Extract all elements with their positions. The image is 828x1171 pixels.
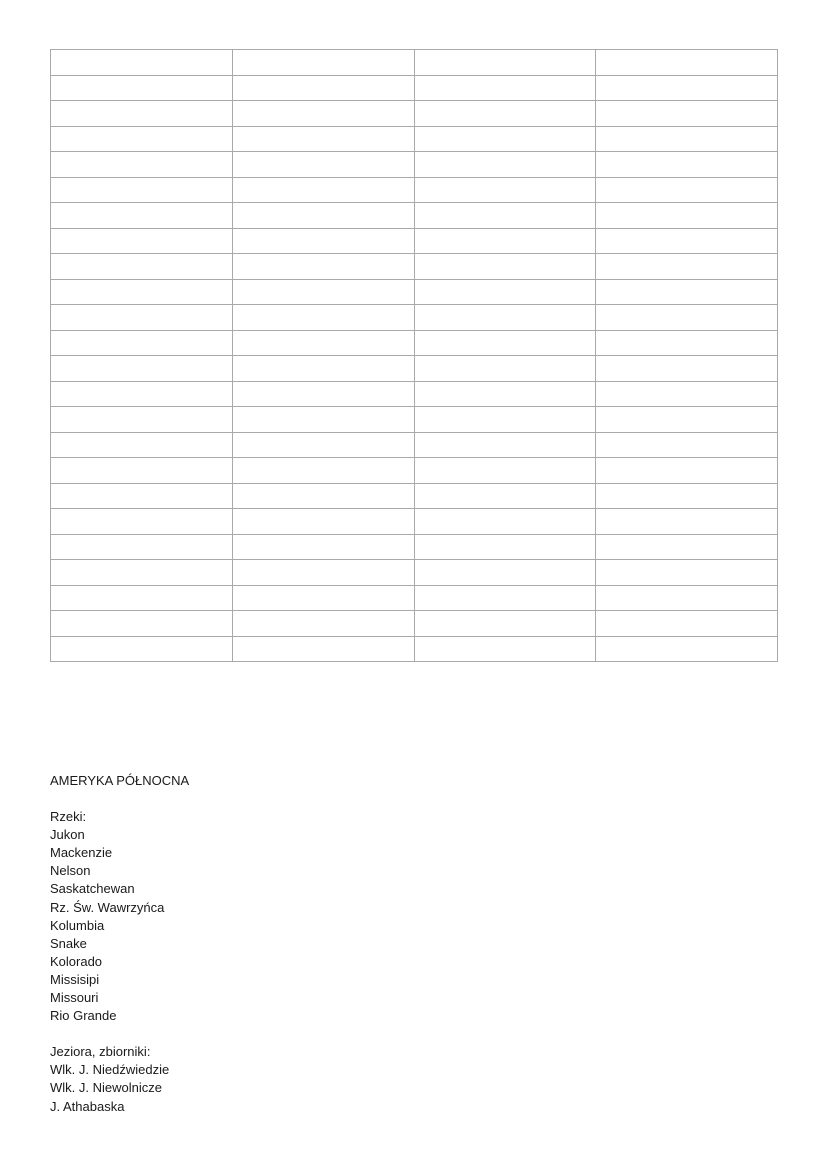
table-cell (414, 534, 596, 560)
table-cell (232, 483, 414, 509)
table-row (51, 126, 778, 152)
table-cell (51, 254, 233, 280)
table-cell (232, 636, 414, 662)
table-row (51, 75, 778, 101)
table-cell (232, 458, 414, 484)
table-row (51, 636, 778, 662)
table-cell (51, 509, 233, 535)
table-row (51, 152, 778, 178)
table-cell (414, 432, 596, 458)
table-cell (51, 203, 233, 229)
rivers-label: Rzeki: (50, 809, 87, 825)
lake-item: Wlk. J. Niedźwiedzie (50, 1062, 170, 1078)
table-cell (51, 279, 233, 305)
table-cell (51, 611, 233, 637)
table-cell (596, 407, 778, 433)
table-cell (51, 458, 233, 484)
table-cell (414, 279, 596, 305)
lake-item: J. Athabaska (50, 1098, 125, 1114)
table-cell (596, 636, 778, 662)
table-cell (596, 254, 778, 280)
table-cell (596, 356, 778, 382)
table-cell (232, 611, 414, 637)
table-cell (596, 203, 778, 229)
table-cell (232, 534, 414, 560)
table-row (51, 458, 778, 484)
table-row (51, 534, 778, 560)
table-cell (414, 330, 596, 356)
table-row (51, 228, 778, 254)
table-row (51, 509, 778, 535)
table-cell (51, 228, 233, 254)
lakes-section (50, 1043, 189, 1115)
table-cell (596, 534, 778, 560)
table-cell (414, 305, 596, 331)
table-cell (414, 75, 596, 101)
river-item: Missisipi (50, 971, 100, 987)
table-cell (596, 126, 778, 152)
table-cell (414, 509, 596, 535)
table-cell (51, 126, 233, 152)
rivers-section (50, 808, 189, 1025)
table-row (51, 254, 778, 280)
table-row (51, 330, 778, 356)
table-cell (232, 381, 414, 407)
content-text (50, 772, 189, 1134)
table-cell (596, 432, 778, 458)
table-row (51, 203, 778, 229)
table-cell (414, 381, 596, 407)
table-cell (596, 458, 778, 484)
table-cell (414, 177, 596, 203)
table-cell (596, 177, 778, 203)
river-item: Saskatchewan (50, 881, 135, 897)
river-item: Nelson (50, 863, 91, 879)
table-cell (232, 101, 414, 127)
table-cell (51, 407, 233, 433)
empty-grid-table (50, 49, 778, 662)
river-item: Kolorado (50, 953, 103, 969)
table-cell (414, 254, 596, 280)
table-cell (414, 585, 596, 611)
table-cell (232, 356, 414, 382)
table-cell (51, 356, 233, 382)
lake-item: Wlk. J. Niewolnicze (50, 1080, 162, 1096)
table-cell (596, 585, 778, 611)
table-cell (414, 126, 596, 152)
table-cell (51, 75, 233, 101)
table-row (51, 177, 778, 203)
table-cell (414, 228, 596, 254)
river-item: Mackenzie (50, 845, 113, 861)
table-cell (414, 458, 596, 484)
table-cell (232, 126, 414, 152)
table-cell (232, 509, 414, 535)
table-cell (596, 381, 778, 407)
table-cell (51, 432, 233, 458)
table-cell (596, 101, 778, 127)
table-cell (51, 636, 233, 662)
table-cell (596, 305, 778, 331)
table-cell (414, 483, 596, 509)
table-cell (232, 432, 414, 458)
table-cell (414, 356, 596, 382)
table-cell (232, 560, 414, 586)
table-cell (596, 50, 778, 76)
table-row (51, 50, 778, 76)
table-cell (232, 407, 414, 433)
table-cell (232, 279, 414, 305)
table-cell (51, 305, 233, 331)
table-cell (414, 611, 596, 637)
table-row (51, 560, 778, 586)
river-item: Jukon (50, 827, 85, 843)
table-cell (596, 75, 778, 101)
table-cell (414, 636, 596, 662)
table-cell (51, 560, 233, 586)
page-title: AMERYKA PÓŁNOCNA (50, 773, 190, 788)
table-cell (414, 407, 596, 433)
table-cell (596, 509, 778, 535)
table-cell (596, 611, 778, 637)
table-row (51, 381, 778, 407)
table-row (51, 101, 778, 127)
table-cell (596, 560, 778, 586)
river-item: Rio Grande (50, 1008, 117, 1024)
table-cell (596, 152, 778, 178)
table-cell (51, 177, 233, 203)
grid-body (51, 50, 778, 662)
table-cell (414, 203, 596, 229)
table-cell (51, 534, 233, 560)
river-item: Snake (50, 935, 87, 951)
table-cell (232, 330, 414, 356)
table-cell (414, 101, 596, 127)
table-cell (51, 152, 233, 178)
table-cell (232, 203, 414, 229)
table-cell (414, 152, 596, 178)
table-cell (51, 381, 233, 407)
table-cell (232, 75, 414, 101)
table-row (51, 279, 778, 305)
table-cell (596, 228, 778, 254)
table-cell (232, 254, 414, 280)
table-cell (51, 330, 233, 356)
table-cell (596, 330, 778, 356)
table-cell (232, 50, 414, 76)
table-row (51, 356, 778, 382)
table-row (51, 585, 778, 611)
table-cell (232, 305, 414, 331)
table-row (51, 305, 778, 331)
table-row (51, 483, 778, 509)
table-cell (51, 585, 233, 611)
table-cell (51, 483, 233, 509)
river-item: Rz. Św. Wawrzyńca (50, 899, 165, 915)
table-row (51, 407, 778, 433)
table-cell (232, 585, 414, 611)
river-item: Missouri (50, 990, 99, 1006)
table-cell (232, 177, 414, 203)
table-cell (414, 560, 596, 586)
table-cell (51, 101, 233, 127)
river-item: Kolumbia (50, 917, 105, 933)
table-cell (51, 50, 233, 76)
table-row (51, 611, 778, 637)
table-cell (596, 483, 778, 509)
table-cell (232, 152, 414, 178)
table-row (51, 432, 778, 458)
table-cell (414, 50, 596, 76)
table-cell (232, 228, 414, 254)
table-cell (596, 279, 778, 305)
lakes-label: Jeziora, zbiorniki: (50, 1044, 151, 1060)
